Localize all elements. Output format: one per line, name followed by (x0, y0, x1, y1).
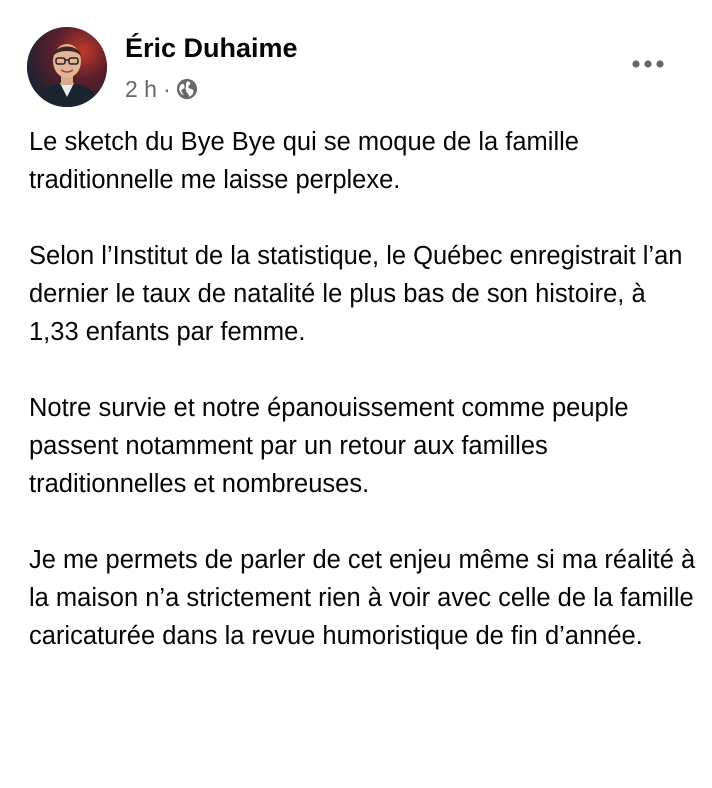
more-options-button[interactable] (626, 50, 670, 78)
post-timestamp[interactable]: 2 h (125, 75, 157, 102)
author-name[interactable]: Éric Duhaime (125, 33, 298, 63)
author-avatar[interactable] (27, 27, 107, 107)
more-options-icon (628, 59, 668, 69)
post-paragraph: Selon l’Institut de la statistique, le Québec enregistrait l’an dernier le taux de natalité le plus bas de son histoire, à 1,33 enfants par femme. (29, 242, 683, 346)
post-paragraph: Notre survie et notre épanouissement comme peuple passent notamment par un retour aux familles traditionnelles et nombreuses. (29, 394, 629, 498)
post-paragraph: Je me permets de parler de cet enjeu même si ma réalité à la maison n’a strictement rien à voir avec celle de la famille caricaturée dans la revue humoristique de fin d’année. (29, 546, 696, 650)
post-paragraph: Le sketch du Bye Bye qui se moque de la famille traditionnelle me laisse perplexe. (29, 128, 579, 194)
post-body (29, 123, 699, 655)
meta-separator: · (162, 75, 171, 102)
globe-icon[interactable] (176, 78, 198, 100)
avatar-photo (27, 27, 107, 107)
post-meta (125, 74, 198, 104)
